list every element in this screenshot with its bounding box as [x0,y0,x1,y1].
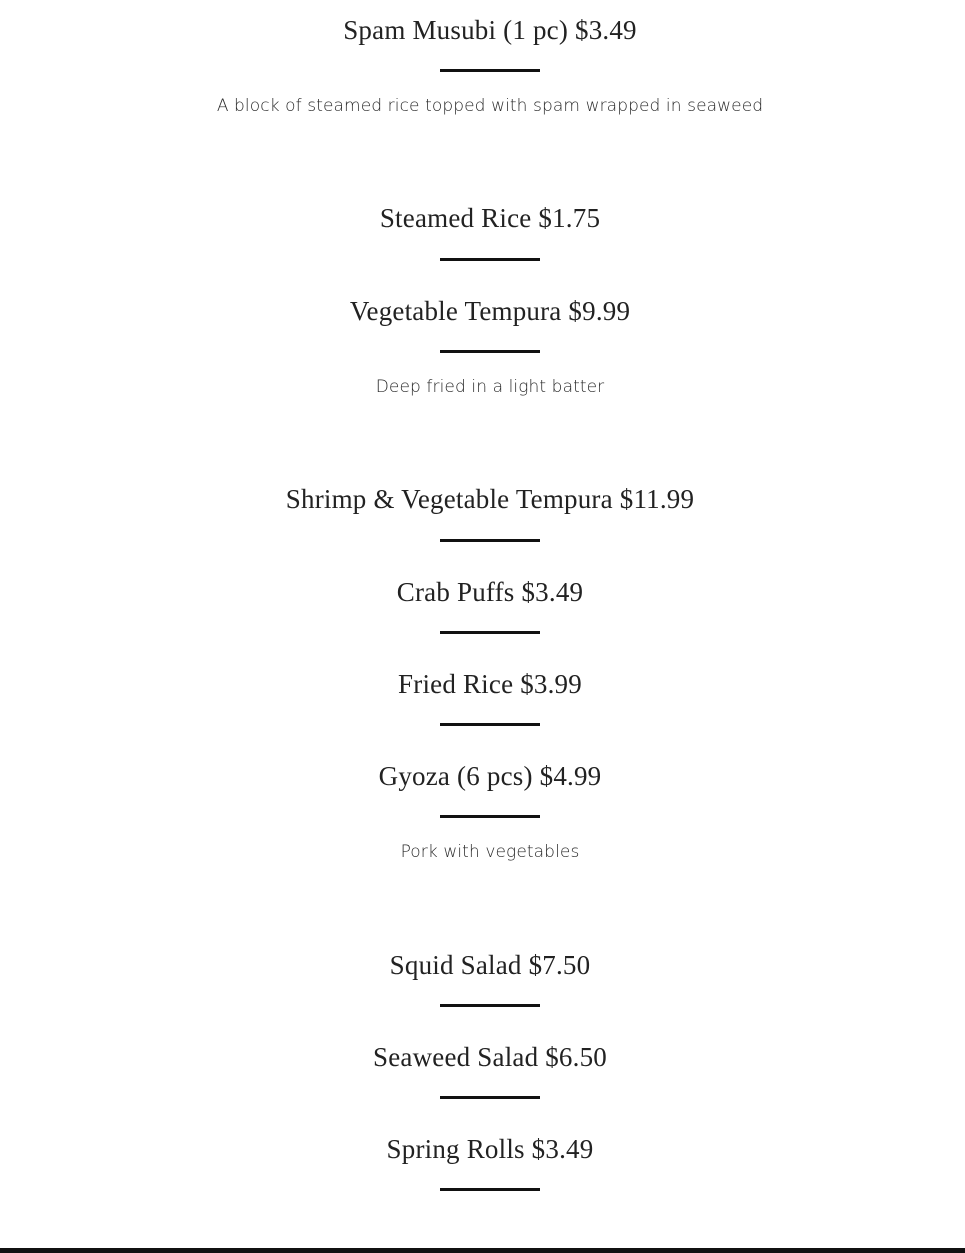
divider-line [440,539,540,542]
menu-item [0,759,965,793]
menu-item-divider [0,1188,965,1191]
menu-item-description: Pork with vegetables [400,842,580,862]
menu-item-title: Shrimp & Vegetable Tempura $11.99 [285,484,695,514]
menu-item [0,13,965,47]
menu-item [0,1040,965,1074]
menu-item-title: Gyoza (6 pcs) $4.99 [378,761,602,791]
menu-item-divider [0,350,965,353]
menu-item-description: A block of steamed rice topped with spam wrapped in seaweed [216,96,764,116]
divider-line [440,1004,540,1007]
menu-item-title: Crab Puffs $3.49 [396,577,584,607]
menu-item [0,667,965,701]
menu-item [0,1132,965,1166]
divider-line [440,723,540,726]
menu-item [0,948,965,982]
divider-line [440,631,540,634]
divider-line [440,69,540,72]
menu-item-title: Spam Musubi (1 pc) $3.49 [343,15,637,45]
menu-item-title: Vegetable Tempura $9.99 [349,296,631,326]
menu-item-title: Spring Rolls $3.49 [386,1134,594,1164]
divider-line [440,350,540,353]
menu-item-divider [0,1096,965,1099]
menu-item-divider [0,1004,965,1007]
menu-item [0,575,965,609]
menu-item [0,294,965,328]
menu-item [0,482,965,516]
divider-line [440,1096,540,1099]
menu-item-title: Seaweed Salad $6.50 [373,1042,607,1072]
divider-line [440,815,540,818]
menu-item-divider [0,539,965,542]
menu-item-title: Squid Salad $7.50 [389,950,591,980]
menu-item-title: Steamed Rice $1.75 [379,203,601,233]
bottom-border [0,1248,965,1253]
divider-line [440,258,540,261]
menu-item-divider [0,631,965,634]
menu-item-title: Fried Rice $3.99 [398,669,582,699]
divider-line [440,1188,540,1191]
menu-item-divider [0,69,965,72]
menu-item [0,201,965,235]
menu-item-divider [0,258,965,261]
menu-item-divider [0,723,965,726]
menu-item-description: Deep fried in a light batter [375,377,605,397]
menu-item-divider [0,815,965,818]
